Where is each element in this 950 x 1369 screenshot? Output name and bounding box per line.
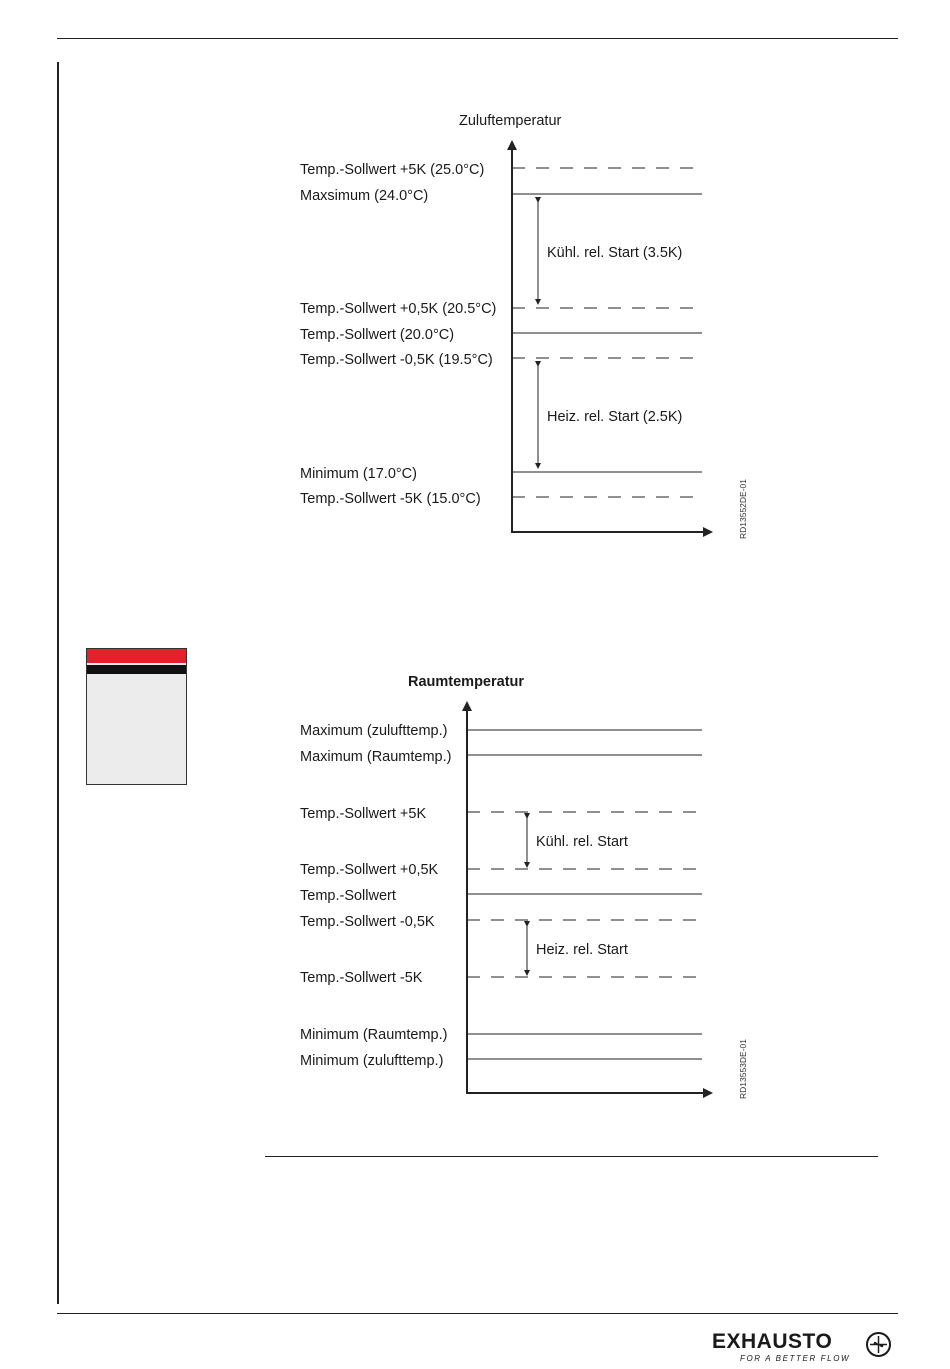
chart1-heating-range (538, 364, 682, 466)
chart1-level-1 (300, 188, 702, 204)
chart1-level-0 (300, 162, 702, 178)
chart2-level-3 (300, 862, 702, 878)
footer-rule (57, 1313, 898, 1314)
room-temp-diagram (0, 600, 950, 1140)
brand-logo-icon (866, 1332, 891, 1357)
level-label: Minimum (zulufttemp.) (300, 1053, 444, 1069)
level-label: Temp.-Sollwert +5K (300, 806, 427, 822)
chart1-level-3 (300, 327, 702, 343)
chart2-level-7 (300, 1027, 702, 1043)
section-divider (265, 1156, 878, 1157)
chart1-level-2 (300, 301, 702, 317)
chart2-drawing-code: RD13553DE-01 (738, 1038, 748, 1099)
level-label: Temp.-Sollwert +0,5K (20.5°C) (300, 301, 497, 317)
level-label: Temp.-Sollwert +5K (25.0°C) (300, 162, 485, 178)
brand-slogan: FOR A BETTER FLOW (740, 1354, 851, 1363)
brand-logo-text: EXHAUSTO (712, 1330, 833, 1353)
level-label: Maximum (zulufttemp.) (300, 723, 448, 739)
chart1-axis-title: Zuluftemperatur (459, 113, 562, 129)
range-label: Heiz. rel. Start (2.5K) (547, 409, 683, 425)
level-label: Temp.-Sollwert (300, 888, 396, 904)
chart1-cooling-range (538, 200, 682, 302)
chart2-level-4 (300, 888, 702, 904)
level-label: Temp.-Sollwert -5K (300, 970, 423, 986)
chart1-level-6 (300, 491, 702, 507)
chart1-level-4 (300, 352, 702, 368)
range-label: Kühl. rel. Start (3.5K) (547, 245, 683, 261)
level-label: Minimum (Raumtemp.) (300, 1027, 448, 1043)
chart2-level-2 (300, 806, 702, 822)
chart2-level-5 (300, 914, 702, 930)
chart2-heating-range (527, 924, 628, 973)
range-label: Heiz. rel. Start (536, 942, 628, 958)
chart2-axis-title: Raumtemperatur (408, 674, 525, 690)
chart2-level-8 (300, 1053, 702, 1069)
chart2-level-1 (300, 749, 702, 765)
supply-temp-diagram (0, 0, 950, 600)
chart2-level-6 (300, 970, 702, 986)
chart1-level-5 (300, 466, 702, 482)
level-label: Temp.-Sollwert +0,5K (300, 862, 439, 878)
level-label: Minimum (17.0°C) (300, 466, 417, 482)
chart1-drawing-code: RD13552DE-01 (738, 478, 748, 539)
level-label: Temp.-Sollwert -0,5K (300, 914, 435, 930)
level-label: Temp.-Sollwert -0,5K (19.5°C) (300, 352, 493, 368)
level-label: Maximum (Raumtemp.) (300, 749, 452, 765)
level-label: Temp.-Sollwert (20.0°C) (300, 327, 455, 343)
level-label: Maxsimum (24.0°C) (300, 188, 429, 204)
level-label: Temp.-Sollwert -5K (15.0°C) (300, 491, 481, 507)
range-label: Kühl. rel. Start (536, 834, 628, 850)
chart2-cooling-range (527, 816, 628, 865)
chart2-level-0 (300, 723, 702, 739)
